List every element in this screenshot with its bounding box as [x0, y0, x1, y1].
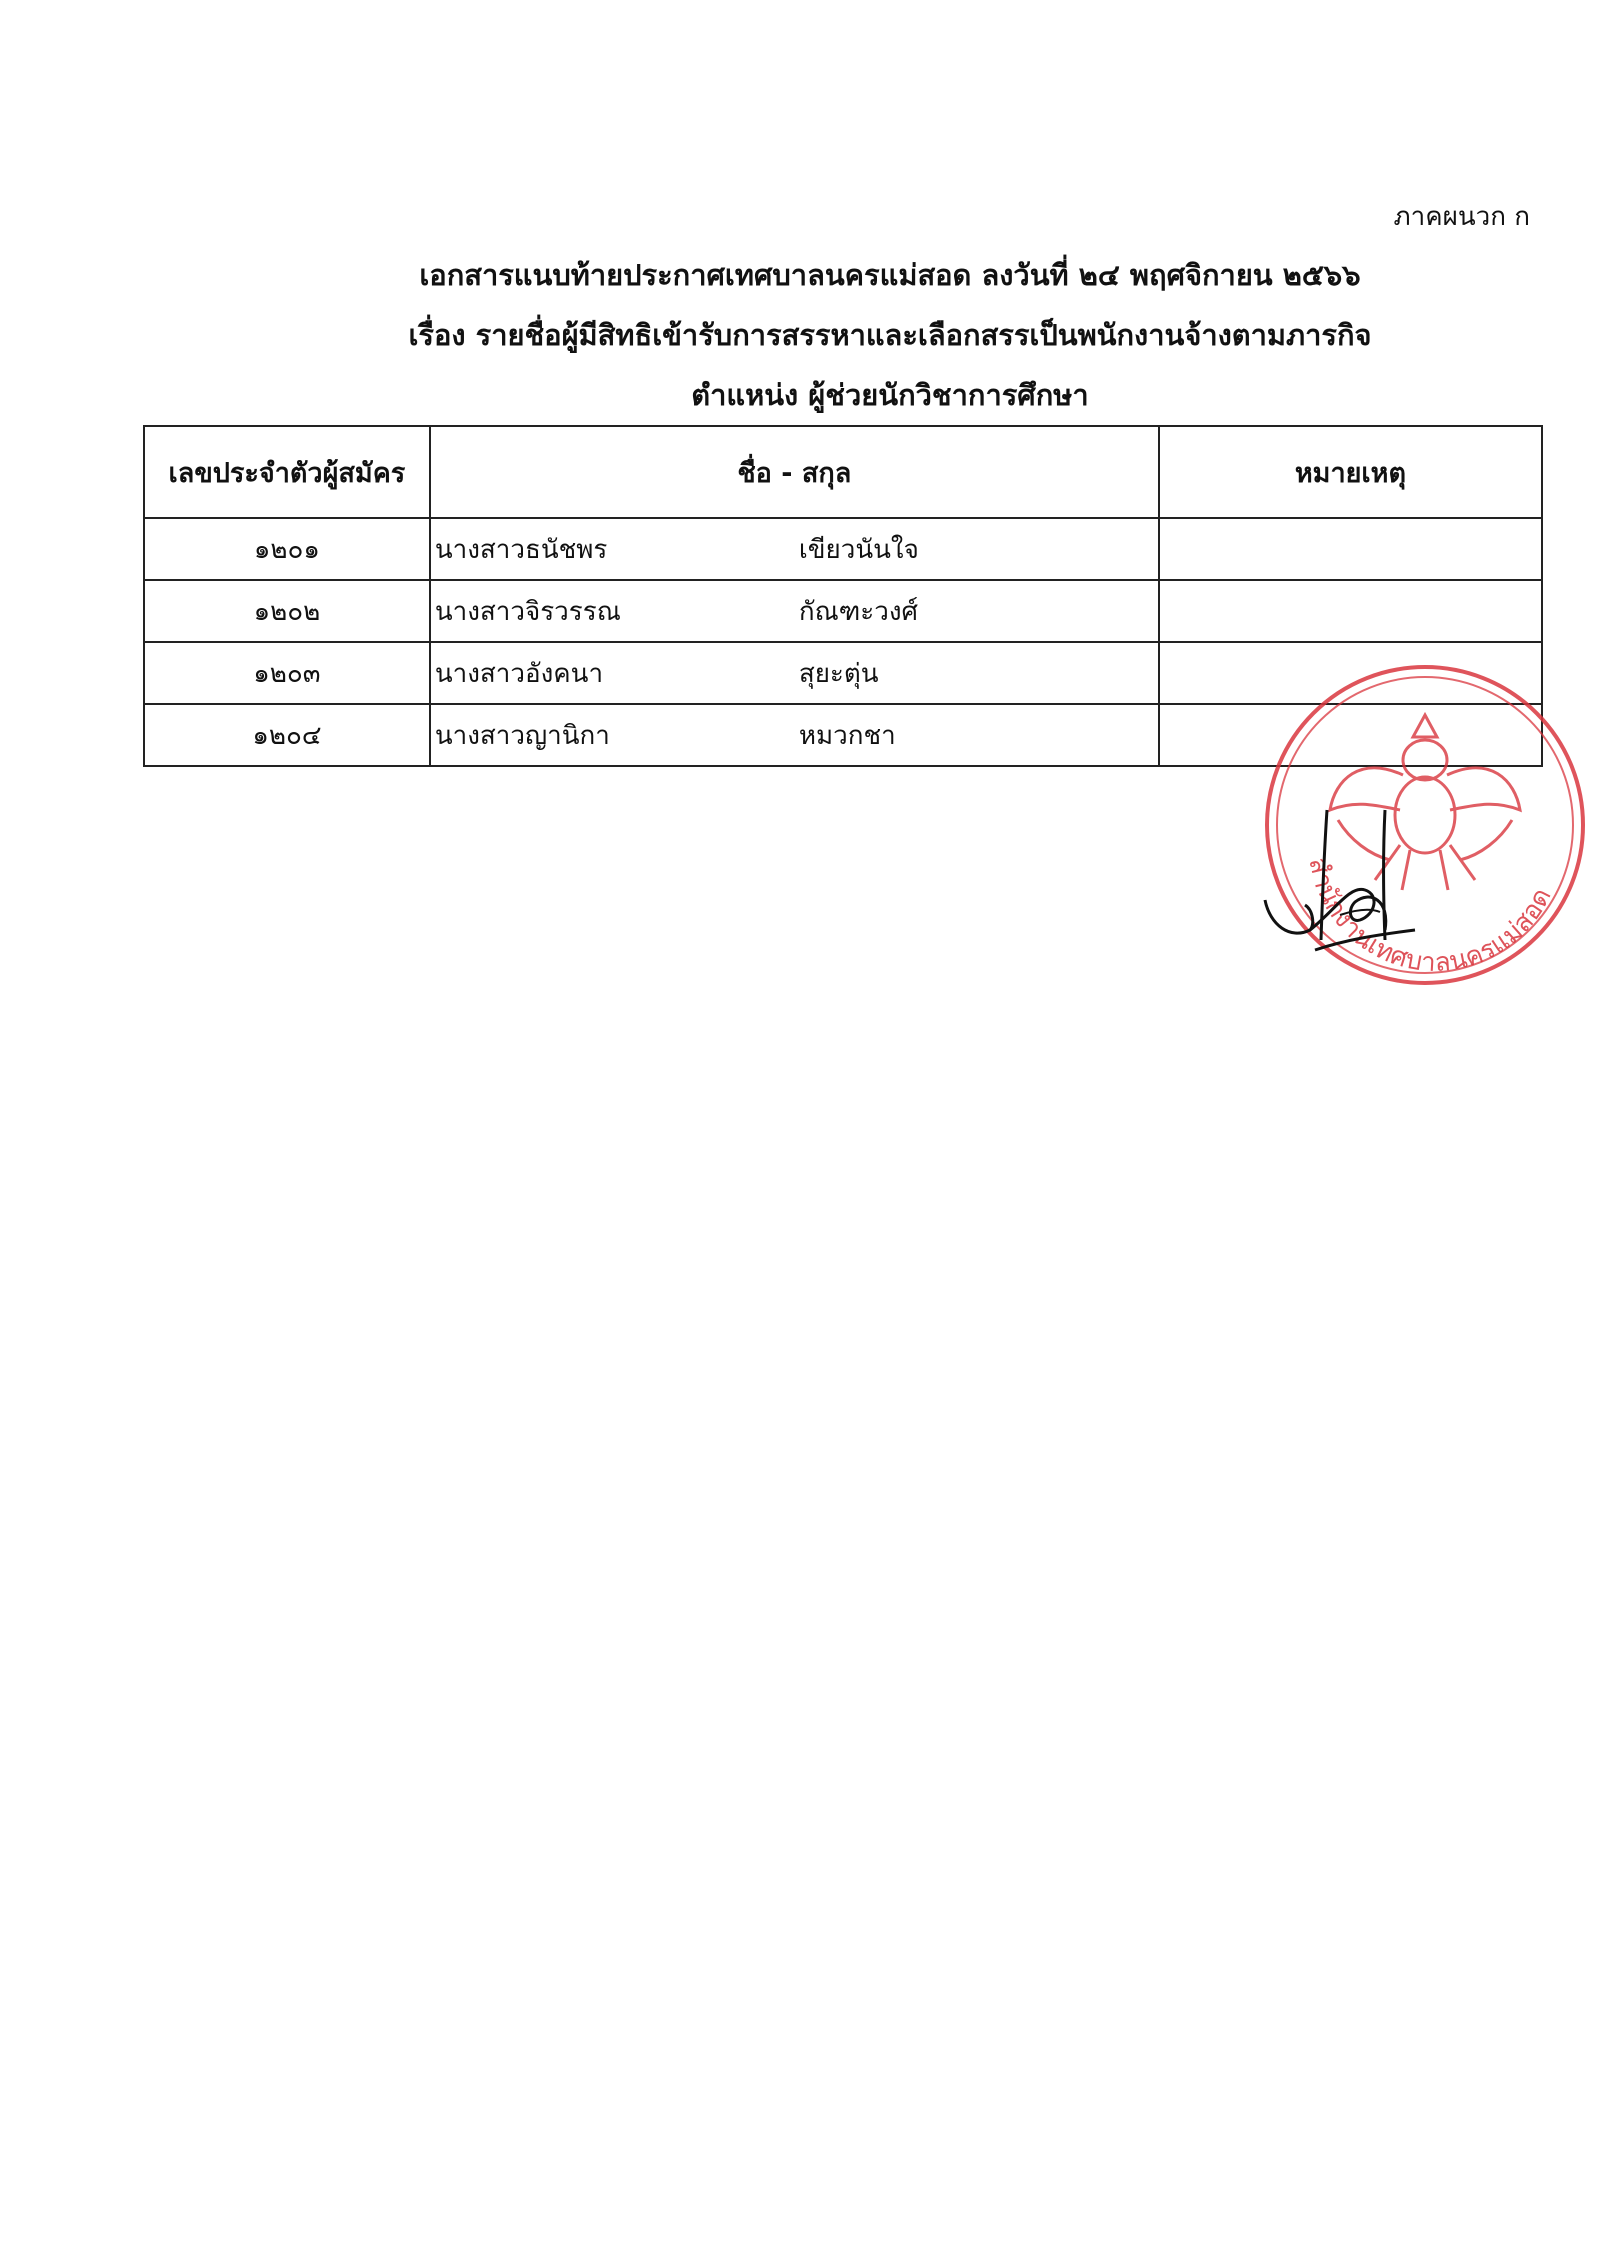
column-header-note: หมายเหตุ	[1159, 426, 1542, 518]
document-subject: เรื่อง รายชื่อผู้มีสิทธิเข้ารับการสรรหาและเลือกสรรเป็นพนักงานจ้างตามภารกิจ	[408, 318, 1372, 352]
applicant-id: ๑๒๐๑	[144, 518, 430, 580]
applicant-first-name: นางสาวอังคนา	[434, 658, 604, 689]
applicant-first-name: นางสาวญานิกา	[434, 720, 610, 751]
applicant-name-cell	[430, 642, 1159, 704]
applicant-first-name: นางสาวจิรวรรณ	[434, 596, 621, 627]
seal-text: สำนักงานเทศบาลนครแม่สอด	[1302, 854, 1558, 979]
applicant-last-name: สุยะตุ่น	[798, 658, 879, 689]
appendix-label: ภาคผนวก ก	[1393, 202, 1530, 232]
column-header-id: เลขประจำตัวผู้สมัคร	[144, 426, 430, 518]
document-position: ตำแหน่ง ผู้ช่วยนักวิชาการศึกษา	[691, 378, 1089, 412]
applicant-id: ๑๒๐๒	[144, 580, 430, 642]
table-row	[144, 580, 1542, 642]
applicant-id: ๑๒๐๔	[144, 704, 430, 766]
applicant-last-name: เขียวนันใจ	[798, 534, 919, 565]
applicant-name-cell	[430, 580, 1159, 642]
handwritten-signature	[1255, 790, 1435, 960]
applicant-name-cell	[430, 704, 1159, 766]
table-row	[144, 518, 1542, 580]
document-title: เอกสารแนบท้ายประกาศเทศบาลนครแม่สอด ลงวันที่ ๒๔ พฤศจิกายน ๒๕๖๖	[419, 258, 1361, 292]
applicant-note	[1159, 580, 1542, 642]
column-header-name: ชื่อ - สกุล	[430, 426, 1159, 518]
applicant-id: ๑๒๐๓	[144, 642, 430, 704]
applicant-note	[1159, 518, 1542, 580]
applicant-first-name: นางสาวธนัชพร	[434, 534, 608, 565]
applicant-last-name: หมวกชา	[798, 720, 896, 751]
table-header-row	[144, 426, 1542, 518]
applicant-last-name: กัณฑะวงศ์	[798, 596, 919, 627]
applicant-name-cell	[430, 518, 1159, 580]
